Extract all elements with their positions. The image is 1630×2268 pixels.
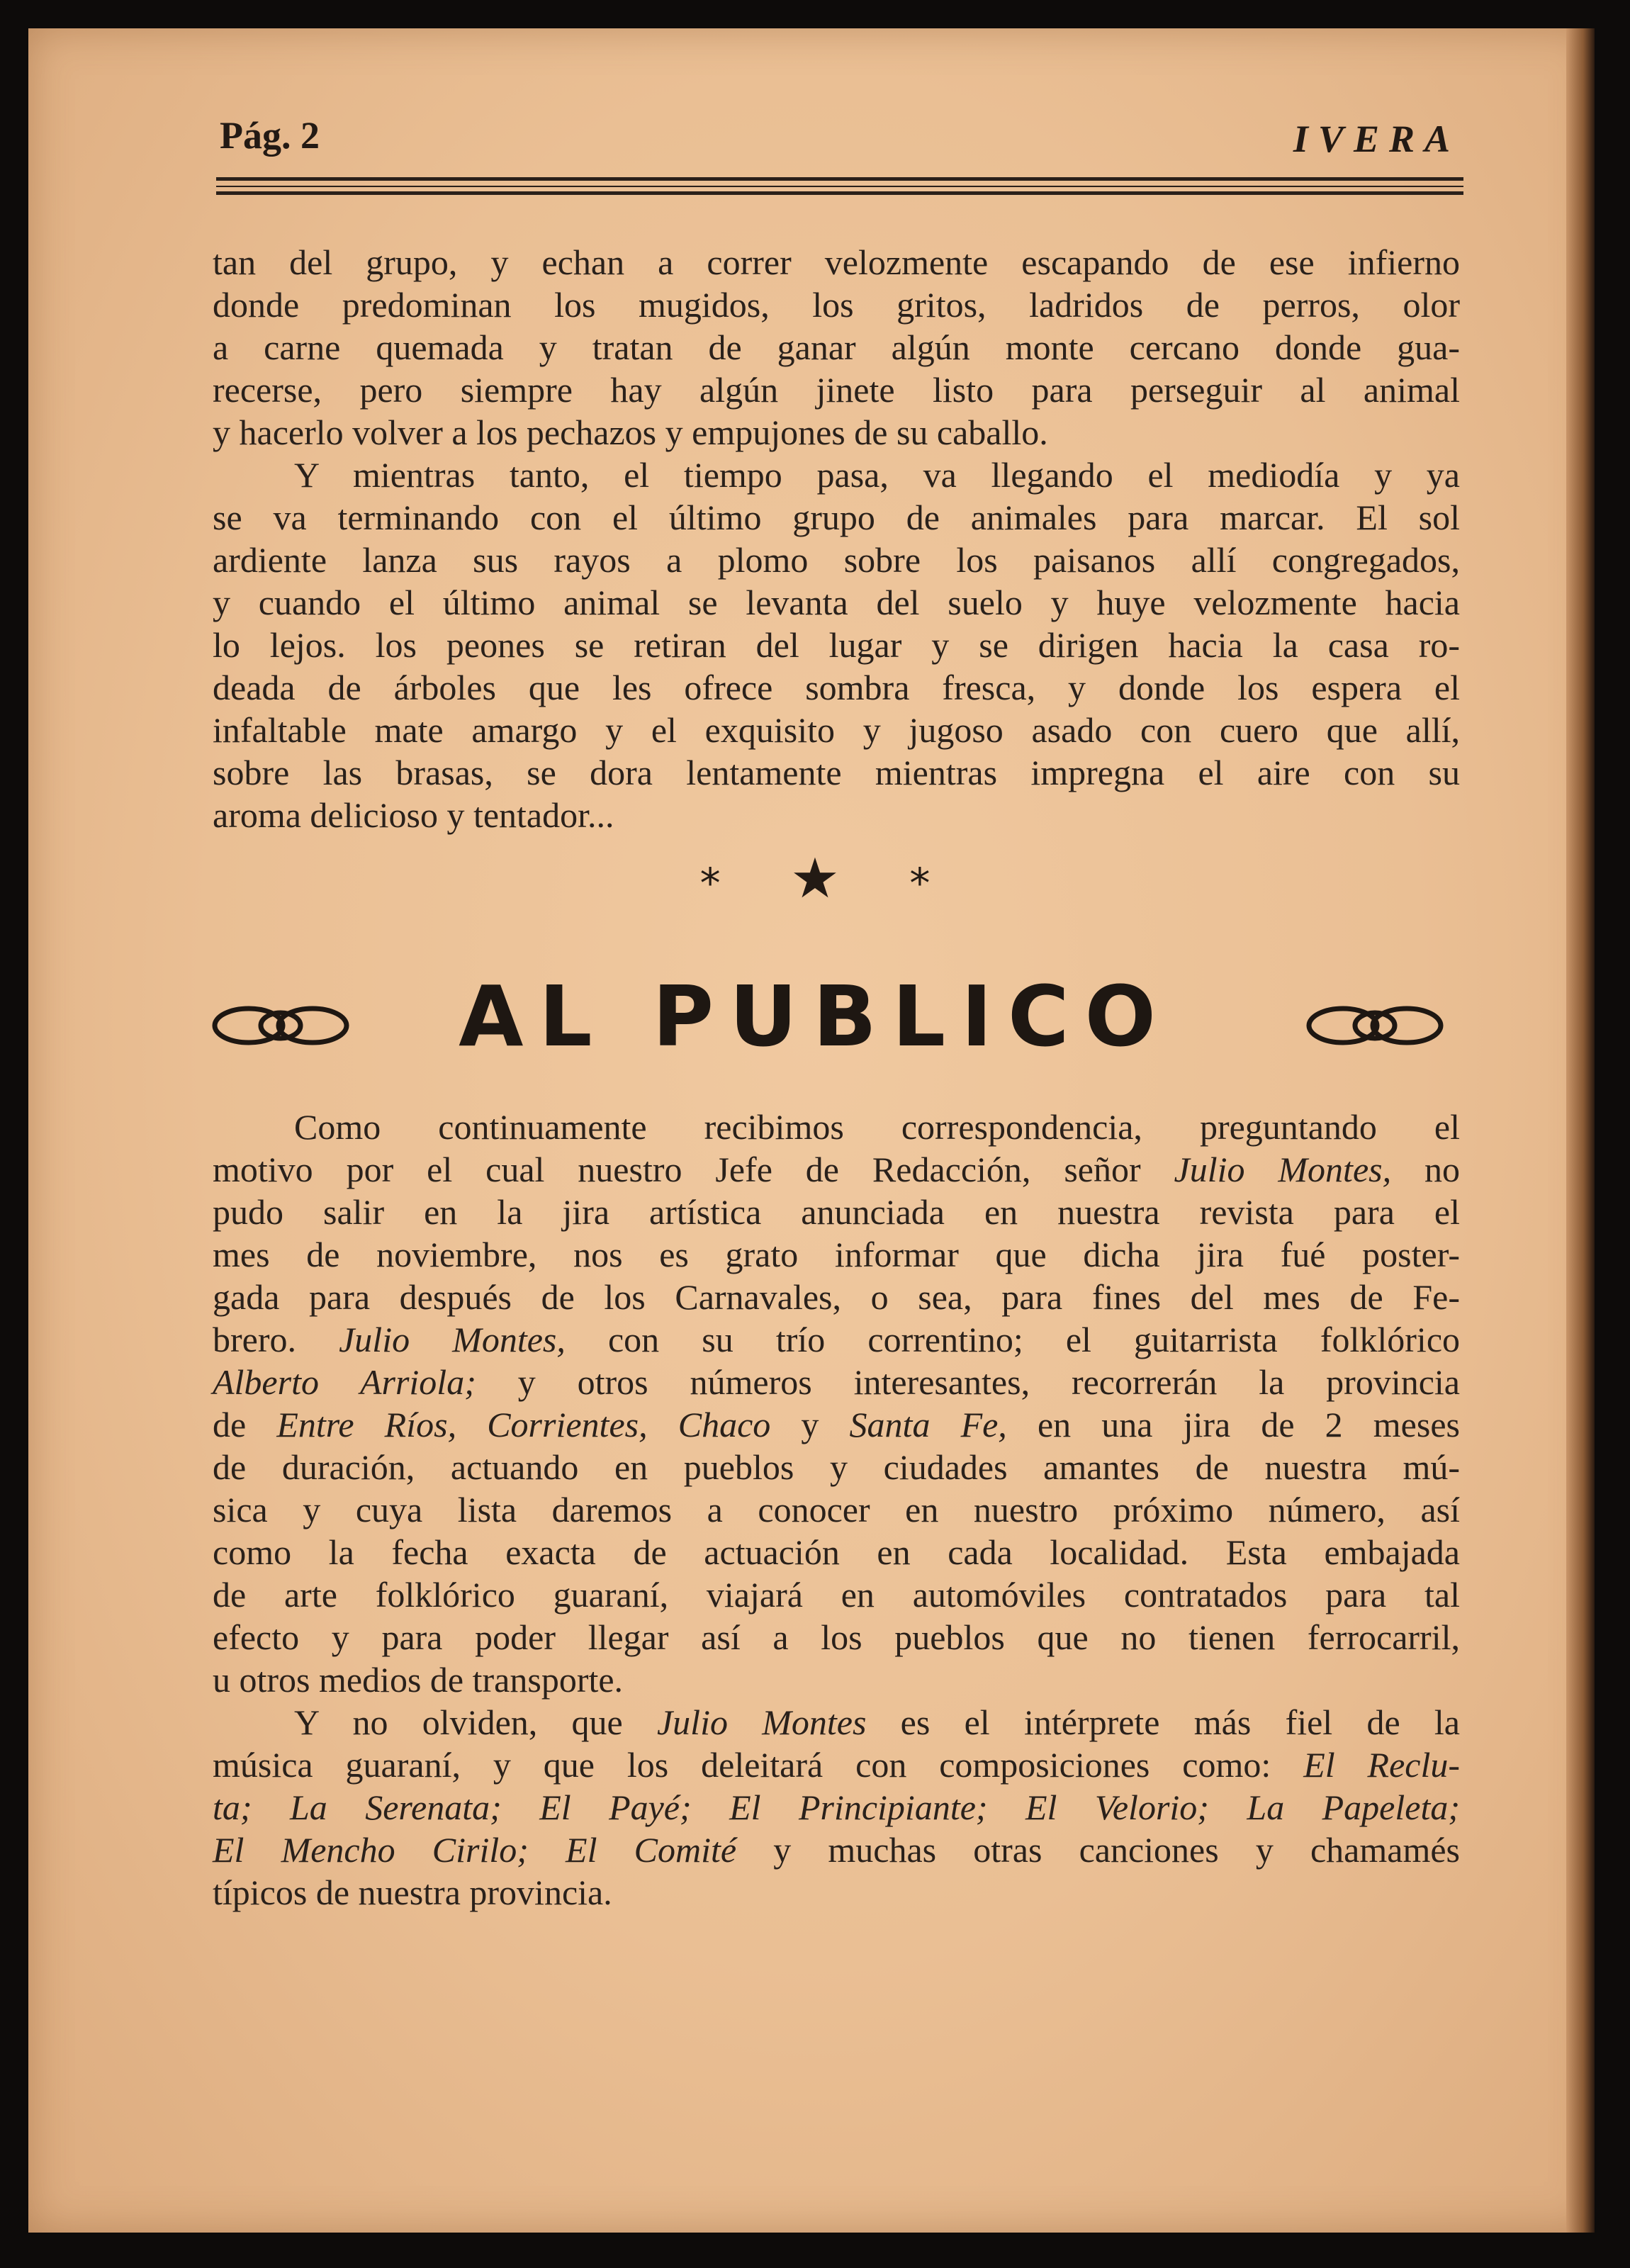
text-segment: en una jira de 2 meses — [1006, 1405, 1460, 1444]
text-segment: lo lejos. los peones se retiran del lugar y se dirigen hacia la casa ro- — [213, 625, 1460, 665]
text-segment: Y mientras tanto, el tiempo pasa, va llegando el mediodía y ya — [294, 455, 1460, 495]
text-segment: brero. — [213, 1320, 339, 1359]
text-line — [213, 1106, 1460, 1148]
text-line — [213, 1488, 1460, 1531]
text-segment: tan del grupo, y echan a correr velozmente escapando de ese infierno — [213, 242, 1460, 282]
star-icon: * — [909, 859, 931, 907]
text-line — [213, 624, 1460, 666]
text-line — [213, 1148, 1460, 1191]
header-rule — [216, 191, 1463, 195]
italic-text: Julio Montes — [656, 1702, 867, 1742]
text-line — [213, 241, 1460, 284]
italic-text: Alberto Arriola; — [213, 1362, 476, 1402]
header-rule — [216, 186, 1463, 187]
text-line — [213, 1616, 1460, 1658]
text-line — [213, 581, 1460, 624]
article-continuation — [213, 241, 1460, 836]
page-number: Pág. 2 — [220, 114, 320, 157]
text-line — [213, 411, 1460, 454]
text-line — [213, 1744, 1460, 1786]
section-title: AL PUBLICO — [459, 967, 1171, 1065]
italic-text: Julio Montes, — [1174, 1150, 1392, 1189]
text-line — [213, 1871, 1460, 1914]
text-segment: Como continuamente recibimos correspondencia, preguntando el — [294, 1107, 1460, 1147]
text-line — [213, 1191, 1460, 1233]
text-line — [213, 1701, 1460, 1744]
text-segment: con su trío correntino; el guitarrista folklórico — [565, 1320, 1461, 1359]
text-line — [213, 326, 1460, 369]
text-segment: de duración, actuando en pueblos y ciudades amantes de nuestra mú- — [213, 1447, 1460, 1487]
text-segment: efecto y para poder llegar así a los pueblos que no tienen ferrocarril, — [213, 1617, 1460, 1657]
text-line — [213, 539, 1460, 581]
text-line — [213, 1573, 1460, 1616]
italic-text: Julio Montes, — [339, 1320, 566, 1359]
text-segment: gada para después de los Carnavales, o sea, para fines del mes de Fe- — [213, 1277, 1460, 1317]
text-segment: recerse, pero siempre hay algún jinete listo para perseguir al animal — [213, 370, 1460, 410]
text-line — [213, 284, 1460, 326]
announcement-body — [213, 1106, 1460, 1914]
text-segment: y hacerlo volver a los pechazos y empujones de su caballo. — [213, 412, 1048, 452]
text-line — [213, 1276, 1460, 1318]
text-segment: mes de noviembre, nos es grato informar que dicha jira fué poster- — [213, 1235, 1460, 1274]
text-segment: y otros números interesantes, recorrerán la provincia — [476, 1362, 1461, 1402]
header-rule — [216, 177, 1463, 181]
text-line — [213, 1446, 1460, 1488]
text-line — [213, 751, 1460, 794]
text-line — [213, 1403, 1460, 1446]
text-line — [213, 709, 1460, 751]
text-segment: música guaraní, y que los deleitará con composiciones como: — [213, 1745, 1304, 1785]
text-segment: no — [1391, 1150, 1461, 1189]
text-line — [213, 794, 1460, 836]
text-segment: aroma delicioso y tentador... — [213, 795, 614, 835]
italic-text: El Mencho Cirilo; El Comité — [213, 1830, 737, 1870]
text-segment: típicos de nuestra provincia. — [213, 1873, 612, 1912]
text-segment: y cuando el último animal se levanta del suelo y huye velozmente hacia — [213, 583, 1460, 622]
text-segment: de arte folklórico guaraní, viajará en automóviles contratados para tal — [213, 1575, 1460, 1615]
text-segment: deada de árboles que les ofrece sombra fresca, y donde los espera el — [213, 668, 1460, 707]
text-segment: donde predominan los mugidos, los gritos, ladridos de perros, olor — [213, 285, 1460, 325]
page-spine — [1566, 28, 1595, 2233]
text-line — [213, 1531, 1460, 1573]
text-segment: pudo salir en la jira artística anunciada en nuestra revista para el — [213, 1192, 1460, 1232]
text-segment: a carne quemada y tratan de ganar algún monte cercano donde gua- — [213, 327, 1460, 367]
text-segment: de — [213, 1405, 277, 1444]
text-segment: ardiente lanza sus rayos a plomo sobre los paisanos allí congregados, — [213, 540, 1460, 580]
italic-text: ta; La Serenata; El Payé; El Principiante; El Velorio; La Papeleta; — [213, 1787, 1460, 1827]
text-line — [213, 666, 1460, 709]
text-line — [213, 369, 1460, 411]
text-segment: y — [770, 1405, 850, 1444]
section-separator — [0, 847, 1630, 911]
text-segment: sobre las brasas, se dora lentamente mientras impregna el aire con su — [213, 753, 1460, 792]
text-segment: infaltable mate amargo y el exquisito y jugoso asado con cuero que allí, — [213, 710, 1460, 750]
text-line — [213, 1233, 1460, 1276]
text-line — [213, 1318, 1460, 1361]
italic-text: Santa Fe, — [849, 1405, 1007, 1444]
magazine-name: IVERA — [1293, 118, 1460, 160]
text-segment: se va terminando con el último grupo de animales para marcar. El sol — [213, 498, 1460, 537]
text-segment: como la fecha exacta de actuación en cada localidad. Esta embajada — [213, 1532, 1460, 1572]
text-segment: motivo por el cual nuestro Jefe de Redacción, señor — [213, 1150, 1174, 1189]
italic-text: Entre Ríos, Corrientes, Chaco — [276, 1405, 771, 1444]
text-line — [213, 1786, 1460, 1829]
text-segment: u otros medios de transporte. — [213, 1660, 624, 1700]
text-line — [213, 1658, 1460, 1701]
italic-text: El Reclu- — [1303, 1745, 1460, 1785]
ornament-knot-icon — [1304, 1001, 1446, 1050]
text-line — [213, 1829, 1460, 1871]
text-segment: Y no olviden, que — [294, 1702, 657, 1742]
star-icon: * — [699, 859, 721, 907]
text-segment: sica y cuya lista daremos a conocer en nuestro próximo número, así — [213, 1490, 1460, 1529]
text-line — [213, 496, 1460, 539]
star-icon: ★ — [790, 847, 840, 911]
text-line — [213, 454, 1460, 496]
text-segment: es el intérprete más fiel de la — [866, 1702, 1461, 1742]
text-segment: y muchas otras canciones y chamamés — [736, 1830, 1461, 1870]
text-line — [213, 1361, 1460, 1403]
